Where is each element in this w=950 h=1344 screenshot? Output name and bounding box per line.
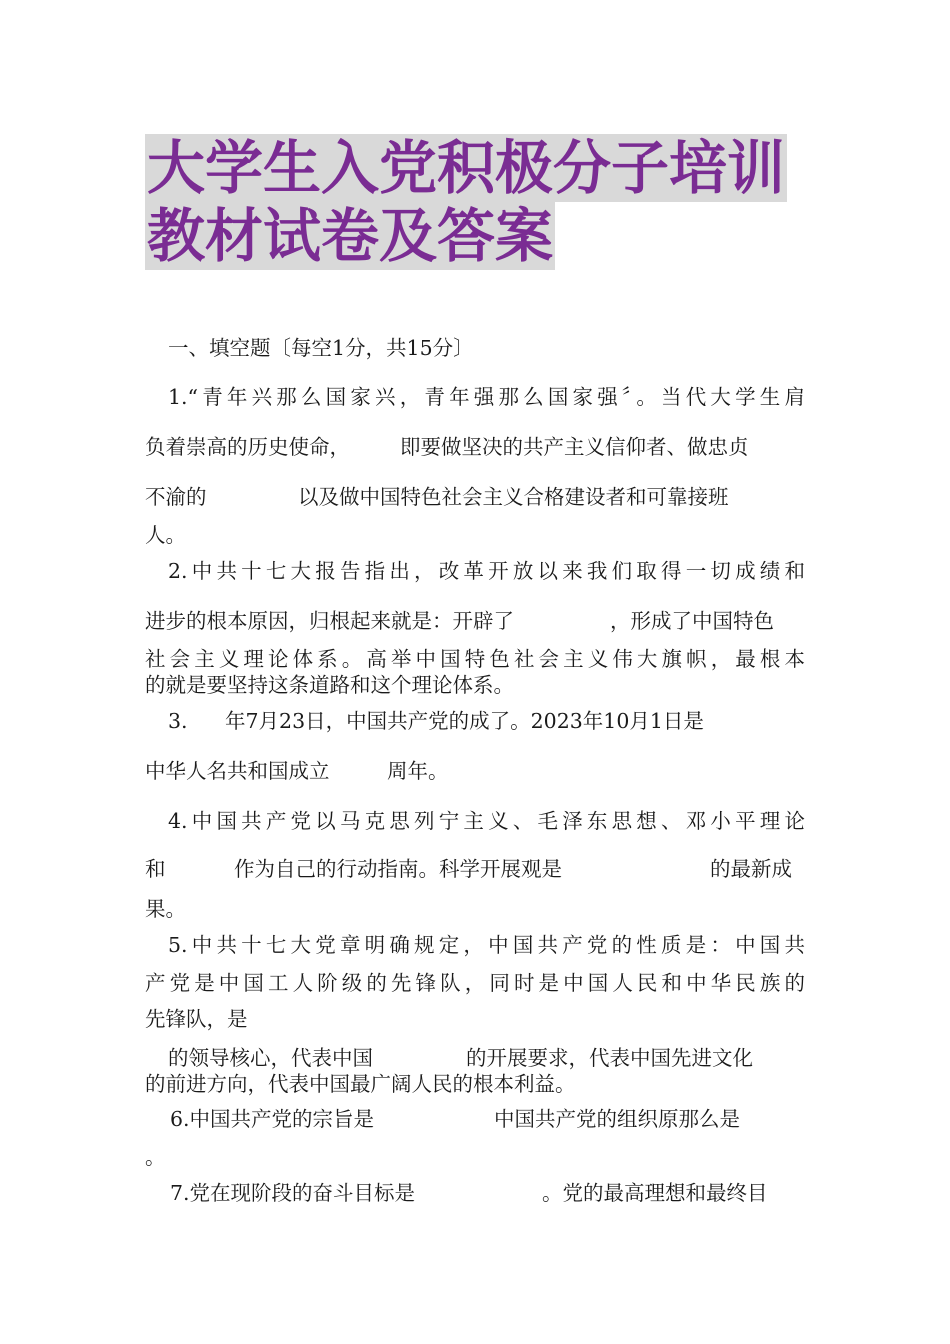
title-line-2: 教材试卷及答案: [147, 202, 554, 270]
q4-line-2-b: 作为自己的行动指南。科学开展观是: [234, 857, 562, 881]
q1-line-2-a: 负着崇高的历史使命，: [145, 435, 350, 459]
q4-line-3: 果。: [145, 897, 186, 921]
q2-line-4: 的就是要坚持这条道路和这个理论体系。: [145, 673, 514, 697]
q5-line-4-a: 的领导核心，代表中国: [168, 1046, 373, 1070]
q1-line-2-b: 即要做坚决的共产主义信仰者、做忠贞: [400, 435, 749, 459]
q1-line-1: 1.“青年兴那么国家兴，青年强那么国家强〞。当代大学生肩: [168, 385, 805, 409]
q5-line-5: 的前进方向，代表中国最广阔人民的根本利益。: [145, 1072, 576, 1096]
q5-line-1: 5.中共十七大党章明确规定，中国共产党的性质是：中国共: [168, 933, 805, 957]
q3-line-2-a: 中华人名共和国成立: [145, 759, 330, 783]
q6-line-2: 。: [145, 1145, 166, 1169]
q2-line-2-b: ，形成了中国特色: [610, 609, 774, 633]
q6-line-1-b: 中国共产党的组织原那么是: [494, 1107, 740, 1131]
q4-line-1: 4.中国共产党以马克思列宁主义、毛泽东思想、邓小平理论: [168, 809, 805, 833]
q1-line-3-a: 不渝的: [145, 485, 207, 509]
q3-line-1-b: 年7月23日，中国共产党的成了。2023年10月1日是: [225, 709, 704, 733]
q6-line-1-a: 6.中国共产党的宗旨是: [170, 1107, 375, 1131]
q7-line-1-b: 。党的最高理想和最终目: [542, 1181, 768, 1205]
q3-line-2-b: 周年。: [387, 759, 449, 783]
q4-line-2-a: 和: [145, 857, 166, 881]
q5-line-2: 产党是中国工人阶级的先锋队，同时是中国人民和中华民族的: [145, 971, 805, 995]
q1-line-3-b: 以及做中国特色社会主义合格建设者和可靠接班: [298, 485, 729, 509]
title-line-1: 大学生入党积极分子培训: [147, 134, 786, 202]
q5-line-3: 先锋队，是: [145, 1007, 248, 1031]
q2-line-2-a: 进步的根本原因，归根起来就是：开辟了: [145, 609, 514, 633]
q2-line-3: 社会主义理论体系。高举中国特色社会主义伟大旗帜，最根本: [145, 647, 805, 671]
section-heading: 一、填空题〔每空1分，共15分〕: [168, 336, 474, 360]
q4-line-2-c: 的最新成: [710, 857, 792, 881]
q3-line-1-a: 3.: [168, 709, 188, 733]
q5-line-4-b: 的开展要求，代表中国先进文化: [466, 1046, 753, 1070]
q1-line-4: 人。: [145, 523, 186, 547]
q2-line-1: 2.中共十七大报告指出，改革开放以来我们取得一切成绩和: [168, 559, 805, 583]
q7-line-1-a: 7.党在现阶段的奋斗目标是: [170, 1181, 416, 1205]
